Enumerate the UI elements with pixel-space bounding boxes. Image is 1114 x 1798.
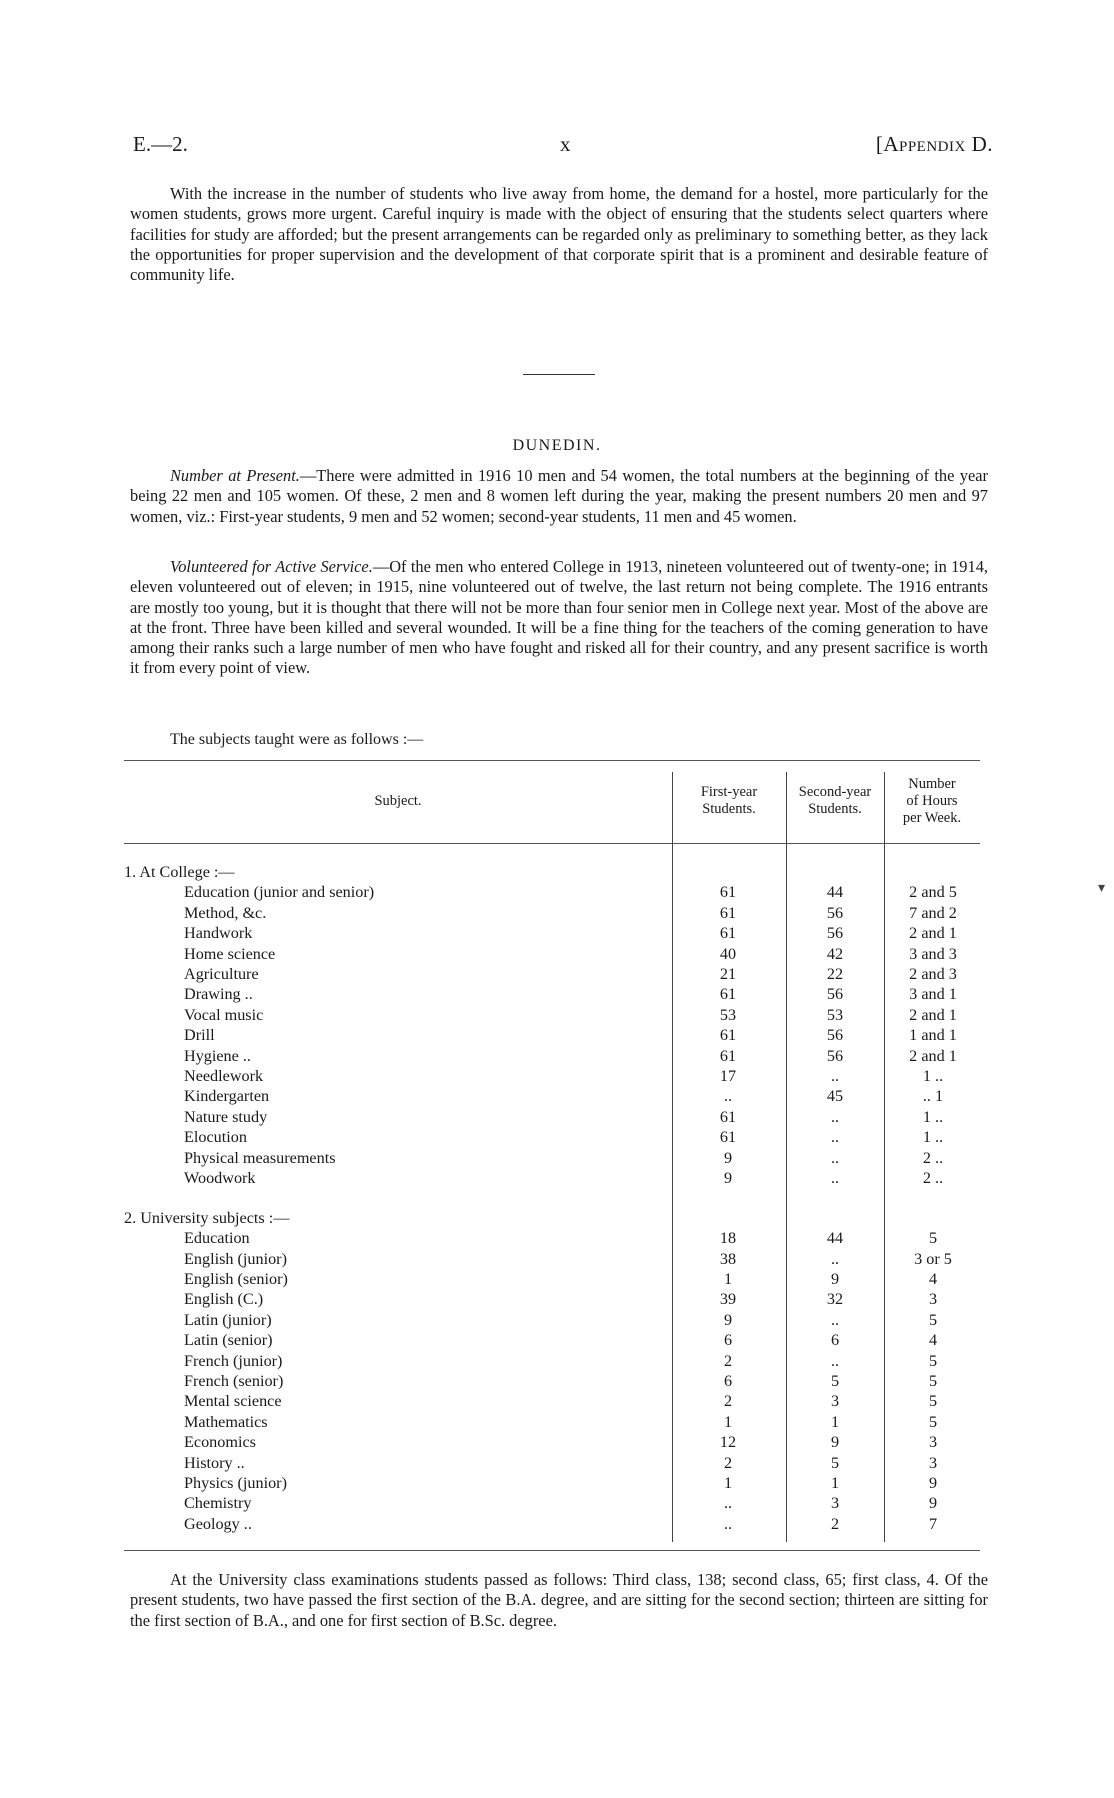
cell-first: 9 xyxy=(723,1148,733,1167)
subjects-table xyxy=(124,760,980,1550)
cell-first: 21 xyxy=(719,965,737,983)
group-title-text: 2. University subjects :— xyxy=(124,1208,290,1227)
table-row xyxy=(124,1474,980,1494)
cell-second: .. xyxy=(830,1148,840,1167)
table-row xyxy=(124,924,980,944)
cell-hours: 2 and 3 xyxy=(909,965,957,983)
cell-hours: 5 xyxy=(928,1412,938,1431)
cell-hours: 5 xyxy=(928,1351,938,1370)
cell-hours: 3 and 3 xyxy=(909,944,957,963)
cell-second: 56 xyxy=(826,924,844,943)
intro-text: With the increase in the number of students who live away from home, the demand for a hostel, more particularly for the women students, grows more urgent. Careful inquiry is made with the object of ensuring that the students select quarters where facilities for study are afforded; but the present arrangements can be regarded only as preliminary to something better, as they lack the opportunities for proper supervision and the development of that corporate spirit that is a prominent and desirable feature of community life. xyxy=(130,184,988,285)
cell-subject: History .. xyxy=(184,1453,245,1472)
number-at-present-text: —There were admitted in 1916 10 men and 54 women, the total numbers at the beginning of the year being 22 men and 105 women. Of these, 2 men and 8 women left during the year, making the present numbers 20 men and 97 women, viz.: First-year students, 9 men and 52 women; second-year students, 11 men and 45 women. xyxy=(130,466,988,526)
cell-first: 61 xyxy=(719,985,737,1004)
table-group-title xyxy=(124,1209,980,1229)
cell-subject: Physics (junior) xyxy=(184,1473,287,1492)
cell-first: .. xyxy=(723,1494,733,1513)
cell-first: 18 xyxy=(719,1229,737,1248)
table-row xyxy=(124,1229,980,1249)
table-row xyxy=(124,883,980,903)
table-row xyxy=(124,1047,980,1067)
number-at-present-paragraph xyxy=(130,466,988,527)
cell-second: 22 xyxy=(826,965,844,983)
cell-subject: French (junior) xyxy=(184,1351,283,1370)
cell-subject: Physical measurements xyxy=(184,1148,336,1167)
page-number: x xyxy=(560,132,571,156)
cell-second: 1 xyxy=(830,1412,840,1431)
cell-second: .. xyxy=(830,1351,840,1370)
cell-second: 56 xyxy=(826,985,844,1004)
cell-subject: Agriculture xyxy=(184,965,259,983)
cell-hours: 2 .. xyxy=(922,1169,944,1187)
header-first-year-line: Students. xyxy=(702,801,756,817)
cell-hours: 9 xyxy=(928,1473,938,1492)
cell-hours: 5 xyxy=(928,1371,938,1390)
page-header-left: E.—2. xyxy=(133,132,188,156)
cell-first: 61 xyxy=(719,924,737,943)
cell-second: 5 xyxy=(830,1453,840,1472)
table-row xyxy=(124,1372,980,1392)
header-second-year-line: Students. xyxy=(808,801,862,817)
cell-hours: 3 xyxy=(928,1453,938,1472)
cell-first: 1 xyxy=(723,1473,733,1492)
table-row xyxy=(124,1067,980,1087)
cell-first: .. xyxy=(723,1087,733,1106)
table-row xyxy=(124,1290,980,1310)
cell-first: 61 xyxy=(719,1128,737,1147)
volunteered-heading: Volunteered for Active Service. xyxy=(170,557,373,576)
table-row xyxy=(124,1454,980,1474)
table-row xyxy=(124,1413,980,1433)
cell-subject: Education (junior and senior) xyxy=(184,883,375,902)
cell-first: 61 xyxy=(719,1107,737,1126)
cell-subject: Latin (senior) xyxy=(184,1331,273,1350)
cell-subject: Geology .. xyxy=(184,1514,252,1533)
cell-hours: 4 xyxy=(928,1331,938,1350)
closing-text: At the University class examinations students passed as follows: Third class, 138; second class, 65; first class, 4. Of the present students, two have passed the first section of the B.A. degree, and are sitting for the second section; thirteen are sitting for the first section of B.A., and one for first section of B.Sc. degree. xyxy=(130,1570,988,1630)
table-top-rule xyxy=(124,760,980,761)
header-first-year-line: First-year xyxy=(700,784,758,800)
cell-first: 6 xyxy=(723,1371,733,1390)
header-second-year xyxy=(786,784,884,818)
cell-hours: 5 xyxy=(928,1392,938,1411)
cell-subject: English (senior) xyxy=(184,1269,288,1288)
cell-subject: Handwork xyxy=(184,924,253,943)
cell-first: 2 xyxy=(723,1392,733,1411)
cell-second: 5 xyxy=(830,1371,840,1390)
cell-first: 17 xyxy=(719,1067,737,1085)
table-row xyxy=(124,1108,980,1128)
cell-second: 9 xyxy=(830,1269,840,1288)
cell-subject: Drawing .. xyxy=(184,985,253,1004)
header-first-year xyxy=(672,784,786,818)
cell-hours: 5 xyxy=(928,1310,938,1329)
cell-hours: 1 .. xyxy=(922,1128,944,1147)
section-title: DUNEDIN. xyxy=(512,437,602,454)
subjects-intro: The subjects taught were as follows :— xyxy=(170,731,424,748)
table-row xyxy=(124,1169,980,1189)
header-hours-line: per Week. xyxy=(902,810,962,826)
table-row xyxy=(124,1331,980,1351)
cell-second: 56 xyxy=(826,1026,844,1045)
section-divider xyxy=(523,374,595,375)
cell-second: .. xyxy=(830,1107,840,1126)
cell-first: 39 xyxy=(719,1290,737,1309)
cell-subject: Drill xyxy=(184,1026,215,1045)
cell-second: 1 xyxy=(830,1473,840,1492)
cell-hours: 2 and 1 xyxy=(909,1046,957,1065)
cell-first: 61 xyxy=(719,883,737,902)
cell-hours: 4 xyxy=(928,1269,938,1288)
cell-subject: French (senior) xyxy=(184,1371,284,1390)
table-header-rule xyxy=(124,843,980,844)
header-second-year-line: Second-year xyxy=(798,784,872,800)
cell-first: .. xyxy=(723,1514,733,1533)
cell-subject: Economics xyxy=(184,1433,256,1452)
page-header-right: [Appendix D. xyxy=(875,132,993,156)
volunteered-paragraph xyxy=(130,557,988,679)
header-hours xyxy=(884,776,980,827)
cell-first: 1 xyxy=(723,1412,733,1431)
cell-second: .. xyxy=(830,1169,840,1187)
cell-second: 3 xyxy=(830,1392,840,1411)
cell-subject: Nature study xyxy=(184,1107,268,1126)
cell-second: .. xyxy=(830,1249,840,1268)
cell-subject: English (junior) xyxy=(184,1249,287,1268)
table-row xyxy=(124,1006,980,1026)
cell-first: 38 xyxy=(719,1249,737,1268)
cell-second: 56 xyxy=(826,1046,844,1065)
cell-subject: Method, &c. xyxy=(184,903,267,922)
table-row xyxy=(124,1392,980,1412)
cell-hours: 1 .. xyxy=(922,1107,944,1126)
cell-second: 32 xyxy=(826,1290,844,1309)
cell-hours: 1 .. xyxy=(922,1067,944,1085)
cell-first: 2 xyxy=(723,1351,733,1370)
intro-paragraph xyxy=(130,184,988,285)
table-group-title xyxy=(124,863,980,883)
cell-subject: Elocution xyxy=(184,1128,247,1147)
table-row xyxy=(124,1087,980,1107)
cell-hours: 2 and 1 xyxy=(909,1005,957,1024)
table-row xyxy=(124,985,980,1005)
table-row xyxy=(124,1128,980,1148)
cell-hours: .. 1 xyxy=(922,1087,944,1106)
table-row xyxy=(124,1026,980,1046)
table-row xyxy=(124,1515,980,1535)
cell-hours: 3 xyxy=(928,1433,938,1452)
number-at-present-heading: Number at Present. xyxy=(170,466,300,485)
cell-subject: Woodwork xyxy=(184,1169,256,1187)
cell-hours: 2 .. xyxy=(922,1148,944,1167)
cell-first: 6 xyxy=(723,1331,733,1350)
cell-second: 45 xyxy=(826,1087,844,1106)
cell-second: 2 xyxy=(830,1514,840,1533)
volunteered-text: —Of the men who entered College in 1913, nineteen volunteered out of twenty-one; in 1914, eleven volunteered out of eleven; in 1915, nine volunteered out of twelve, the last return not being complete. The 1916 entrants are mostly too young, but it is thought that there will not be more than four senior men in College next year. Most of the above are at the front. Three have been killed and several wounded. It will be a fine thing for the teachers of the coming generation to have among their ranks such a large number of men who have fought and risked all for their country, and any present sacrifice is worth it from every point of view. xyxy=(130,557,988,678)
cell-second: 53 xyxy=(826,1005,844,1024)
closing-paragraph xyxy=(130,1570,988,1631)
header-subject: Subject. xyxy=(374,793,422,809)
table-row xyxy=(124,1352,980,1372)
cell-first: 61 xyxy=(719,1046,737,1065)
cell-subject: Chemistry xyxy=(184,1494,252,1513)
table-row xyxy=(124,1149,980,1169)
cell-subject: Vocal music xyxy=(184,1005,264,1024)
cell-second: 42 xyxy=(826,944,844,963)
cell-hours: 9 xyxy=(928,1494,938,1513)
group-title-text: 1. At College :— xyxy=(124,863,235,881)
cell-second: 44 xyxy=(826,883,844,902)
cell-hours: 5 xyxy=(928,1229,938,1248)
cell-hours: 7 xyxy=(928,1514,938,1533)
cell-hours: 7 and 2 xyxy=(909,903,957,922)
cell-first: 61 xyxy=(719,903,737,922)
table-row xyxy=(124,1494,980,1514)
table-row xyxy=(124,1433,980,1453)
cell-first: 9 xyxy=(723,1310,733,1329)
table-row xyxy=(124,945,980,965)
cell-hours: 3 xyxy=(928,1290,938,1309)
cell-second: 9 xyxy=(830,1433,840,1452)
header-hours-line: of Hours xyxy=(906,793,958,809)
cell-subject: Kindergarten xyxy=(184,1087,270,1106)
cell-first: 1 xyxy=(723,1269,733,1288)
cell-second: 56 xyxy=(826,903,844,922)
cell-second: .. xyxy=(830,1128,840,1147)
cell-hours: 3 or 5 xyxy=(914,1249,952,1268)
cell-first: 12 xyxy=(719,1433,737,1452)
cell-subject: Latin (junior) xyxy=(184,1310,272,1329)
cell-second: 44 xyxy=(826,1229,844,1248)
cell-first: 2 xyxy=(723,1453,733,1472)
cell-subject: English (C.) xyxy=(184,1290,264,1309)
cell-subject: Mental science xyxy=(184,1392,282,1411)
table-bottom-rule xyxy=(124,1550,980,1551)
cell-subject: Hygiene .. xyxy=(184,1046,251,1065)
cell-second: 3 xyxy=(830,1494,840,1513)
cell-subject: Home science xyxy=(184,944,276,963)
cell-first: 53 xyxy=(719,1005,737,1024)
cell-hours: 2 and 1 xyxy=(909,924,957,943)
margin-mark: ▾ xyxy=(1098,881,1106,896)
cell-first: 61 xyxy=(719,1026,737,1045)
table-row xyxy=(124,1270,980,1290)
cell-first: 40 xyxy=(719,944,737,963)
table-row xyxy=(124,965,980,985)
table-row xyxy=(124,1250,980,1270)
cell-second: .. xyxy=(830,1067,840,1085)
cell-second: .. xyxy=(830,1310,840,1329)
cell-hours: 2 and 5 xyxy=(909,883,957,902)
table-row xyxy=(124,904,980,924)
cell-subject: Education xyxy=(184,1229,250,1248)
cell-subject: Needlework xyxy=(184,1067,264,1085)
cell-hours: 1 and 1 xyxy=(909,1026,957,1045)
cell-hours: 3 and 1 xyxy=(909,985,957,1004)
cell-first: 9 xyxy=(723,1169,733,1187)
cell-subject: Mathematics xyxy=(184,1412,268,1431)
header-hours-line: Number xyxy=(908,776,956,792)
table-row xyxy=(124,1311,980,1331)
cell-second: 6 xyxy=(830,1331,840,1350)
